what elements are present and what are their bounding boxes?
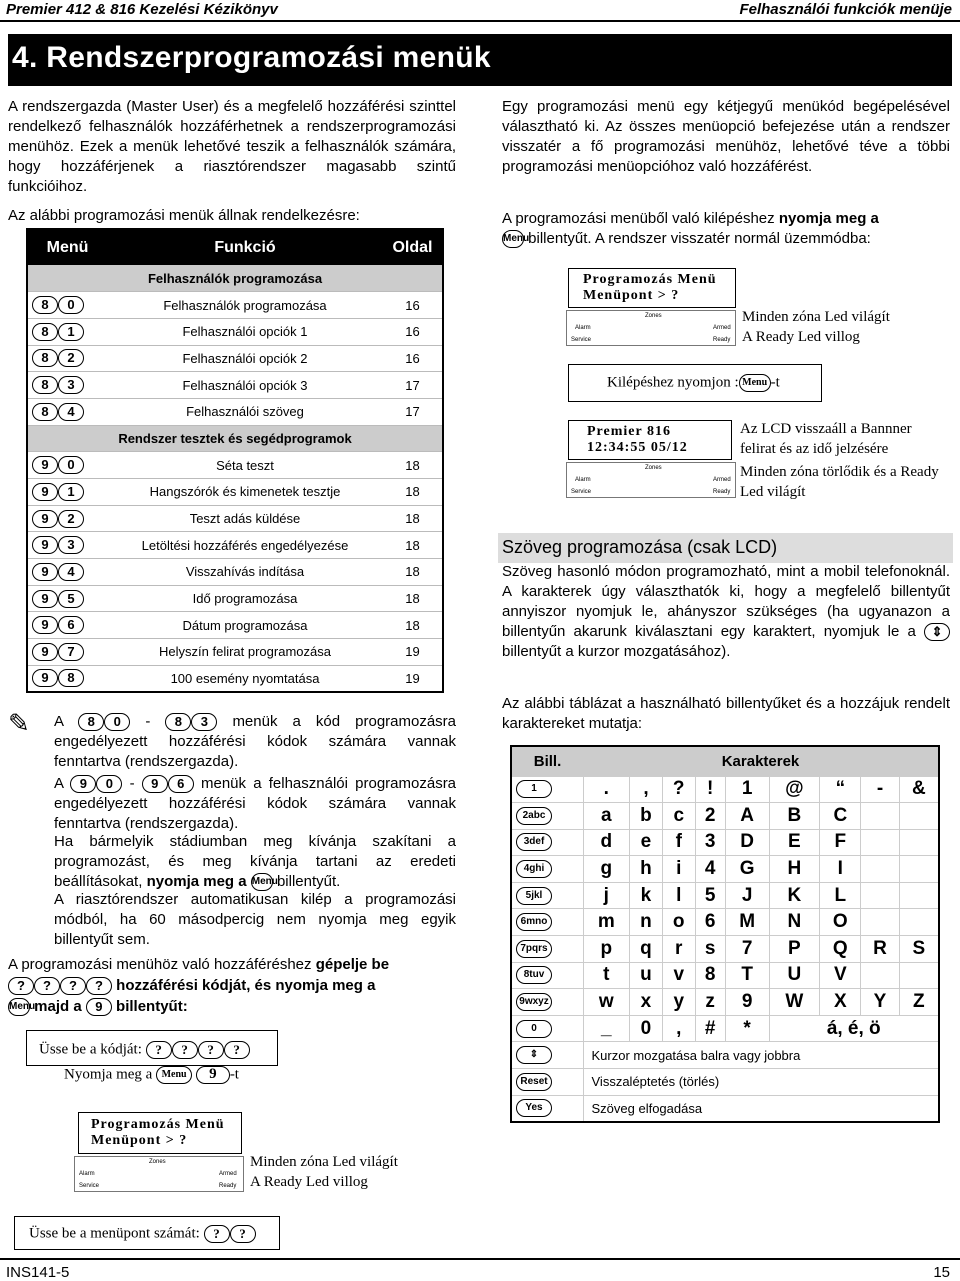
- key-icon: 7: [58, 643, 84, 661]
- char-cell: M: [725, 909, 769, 936]
- char-cell: 0: [630, 1015, 663, 1042]
- char-cell: z: [695, 989, 725, 1016]
- char-cell: y: [662, 989, 695, 1016]
- function-cell: Felhasználók programozása: [107, 292, 383, 319]
- right-desc-4: Minden zóna törlődik és a Ready Led világít: [740, 464, 939, 500]
- char-cell: 2: [695, 803, 725, 830]
- key-8: 8: [78, 713, 104, 731]
- right-desc-1: Minden zóna Led világít: [742, 309, 890, 325]
- table-row: [27, 452, 443, 479]
- page-cell: 18: [383, 479, 443, 506]
- char-cell: W: [769, 989, 820, 1016]
- table-row: [511, 936, 939, 963]
- key-icon: 3: [58, 376, 84, 394]
- page-cell: 16: [383, 345, 443, 372]
- right-desc-3: Az LCD visszaáll a Bannner felirat és az idő jelzésére: [740, 421, 912, 457]
- function-cell: Séta teszt: [107, 452, 383, 479]
- menu-key: Menu: [251, 873, 273, 891]
- key-icon: 3def: [516, 833, 552, 851]
- key-icon: 1: [58, 323, 84, 341]
- char-cell: d: [583, 829, 630, 856]
- access-text: A programozási menühöz való hozzáféréshez gépelje be ? ? ? ? hozzáférési kódját, és nyomja meg a Menu majd a 9 billentyűt:: [8, 956, 390, 1015]
- char-cell: B: [769, 803, 820, 830]
- key-icon: 8: [32, 296, 58, 314]
- page-cell: 18: [383, 505, 443, 532]
- page-cell: 18: [383, 559, 443, 586]
- key-icon: 8: [32, 349, 58, 367]
- diag1-desc-2: A Ready Led villog: [250, 1174, 368, 1190]
- section-title: Rendszer tesztek és segédprogramok: [27, 425, 443, 452]
- char-cell: 3: [695, 829, 725, 856]
- char-cell: i: [662, 856, 695, 883]
- char-table: [510, 745, 940, 1123]
- char-cell: [899, 856, 939, 883]
- char-cell: Q: [820, 936, 861, 963]
- table-row: [27, 639, 443, 666]
- function-cell: 100 esemény nyomtatása: [107, 665, 383, 692]
- char-cell: *: [725, 1015, 769, 1042]
- char-cell: V: [820, 962, 861, 989]
- char-cell: t: [583, 962, 630, 989]
- char-cell: [899, 909, 939, 936]
- table-row: [27, 505, 443, 532]
- char-cell: Z: [899, 989, 939, 1016]
- char-cell: 7: [725, 936, 769, 963]
- note-4: A riasztórendszer automatikusan kilép a programozási módból, ha 60 másodpercig nem nyomja meg egyik billentyűt sem.: [54, 891, 456, 948]
- key-icon: 0: [58, 296, 84, 314]
- key-icon: 0: [58, 456, 84, 474]
- char-cell: j: [583, 882, 630, 909]
- table-row: [511, 829, 939, 856]
- table-row: [511, 962, 939, 989]
- key-icon: Yes: [516, 1099, 552, 1117]
- char-cell: r: [662, 936, 695, 963]
- key-icon: ⇕: [516, 1046, 552, 1064]
- updown-key: ⇕: [924, 623, 950, 641]
- char-cell: G: [725, 856, 769, 883]
- key-icon: 9: [32, 456, 58, 474]
- table-row: [27, 559, 443, 586]
- table-row: [27, 292, 443, 319]
- lcd-display-3: Premier 816 12:34:55 05/12: [568, 420, 732, 460]
- page-cell: 18: [383, 612, 443, 639]
- page-cell: 18: [383, 452, 443, 479]
- key-icon: 4ghi: [516, 860, 552, 878]
- function-cell: Idő programozása: [107, 585, 383, 612]
- char-cell: [861, 856, 899, 883]
- key-icon: 9: [32, 510, 58, 528]
- key-icon: 8: [32, 403, 58, 421]
- led-panel-3: Zones Alarm Service Armed Ready: [566, 462, 736, 498]
- char-cell: “: [820, 776, 861, 803]
- page-cell: 16: [383, 292, 443, 319]
- char-cell: S: [899, 936, 939, 963]
- char-cell: f: [662, 829, 695, 856]
- char-cell: @: [769, 776, 820, 803]
- key-icon: 9: [32, 669, 58, 687]
- led-panel-2: Zones Alarm Service Armed Ready: [566, 310, 736, 346]
- char-cell: e: [630, 829, 663, 856]
- footer-left: INS141-5: [6, 1264, 70, 1281]
- col-function: Funkció: [107, 229, 383, 265]
- table-row: [511, 776, 939, 803]
- table-row: [511, 1042, 939, 1069]
- char-cell: U: [769, 962, 820, 989]
- key-description: Szöveg elfogadása: [583, 1095, 939, 1122]
- char-cell: u: [630, 962, 663, 989]
- right-p1: Egy programozási menü egy kétjegyű menükód begépelésével választható ki. Az összes menüopció befejezése után a rendszer visszatér a fő programozási menühöz, lehetővé téve a többi programozási menüopcióhoz való hozzáférést.: [502, 98, 950, 175]
- char-cell: R: [861, 936, 899, 963]
- char-cell: 5: [695, 882, 725, 909]
- char-cell: 8: [695, 962, 725, 989]
- key-icon: 9: [32, 590, 58, 608]
- table-row: [511, 1095, 939, 1122]
- char-cell: 6: [695, 909, 725, 936]
- char-cell: ,: [630, 776, 663, 803]
- char-cell: n: [630, 909, 663, 936]
- char-cell: #: [695, 1015, 725, 1042]
- text-section-title: Szöveg programozása (csak LCD): [498, 533, 953, 563]
- diag1-desc-1: Minden zóna Led világít: [250, 1154, 398, 1170]
- key-icon: 4: [58, 403, 84, 421]
- char-cell: b: [630, 803, 663, 830]
- char-cell: .: [583, 776, 630, 803]
- char-cell: q: [630, 936, 663, 963]
- col-page: Oldal: [383, 229, 443, 265]
- table-row: [27, 372, 443, 399]
- table-row: [511, 909, 939, 936]
- char-cell: w: [583, 989, 630, 1016]
- char-cell: O: [820, 909, 861, 936]
- table-row: [27, 345, 443, 372]
- char-cell: F: [820, 829, 861, 856]
- function-cell: Felhasználói opciók 2: [107, 345, 383, 372]
- item-entry-box: Üsse be a menüpont számát: ? ?: [14, 1216, 280, 1250]
- table-row: [27, 532, 443, 559]
- page-cell: 17: [383, 398, 443, 425]
- char-cell: [899, 803, 939, 830]
- key-description: Kurzor mozgatása balra vagy jobbra: [583, 1042, 939, 1069]
- char-cell: T: [725, 962, 769, 989]
- char-cell: l: [662, 882, 695, 909]
- table-row: [511, 856, 939, 883]
- char-cell: g: [583, 856, 630, 883]
- key-icon: 9: [32, 563, 58, 581]
- function-cell: Felhasználói opciók 3: [107, 372, 383, 399]
- col-menu: Menü: [27, 229, 107, 265]
- function-cell: Felhasználói opciók 1: [107, 318, 383, 345]
- char-cell: [861, 829, 899, 856]
- page-cell: 17: [383, 372, 443, 399]
- char-cell: ?: [662, 776, 695, 803]
- char-cell: A: [725, 803, 769, 830]
- key-icon: 0: [516, 1020, 552, 1038]
- right-p2: A programozási menüből való kilépéshez nyomja meg a Menu billentyűt. A rendszer visszatér normál üzemmódba:: [502, 210, 879, 247]
- char-cell: á, é, ö: [769, 1015, 939, 1042]
- key-icon: 6: [58, 616, 84, 634]
- char-cell: P: [769, 936, 820, 963]
- char-cell: [861, 803, 899, 830]
- code-entry-box: Üsse be a kódját: ? ? ? ?: [26, 1030, 278, 1066]
- char-cell: C: [820, 803, 861, 830]
- col-key: Bill.: [511, 746, 583, 776]
- key-icon: 1: [58, 483, 84, 501]
- intro-text: A rendszergazda (Master User) és a megfelelő hozzáférési szinttel rendelkező felhasználók hozzáférhetnek a rendszerprogramozási menühöz. Ezek a menük lehetővé teszik a felhasználók számára, hogy hozzáférjenek a riasztórendszer magasabb szintű funkcióihoz.: [8, 98, 456, 195]
- char-cell: D: [725, 829, 769, 856]
- char-cell: N: [769, 909, 820, 936]
- page-title: 4. Rendszerprogramozási menük: [8, 34, 952, 86]
- function-cell: Letöltési hozzáférés engedélyezése: [107, 532, 383, 559]
- char-cell: 1: [725, 776, 769, 803]
- char-cell: !: [695, 776, 725, 803]
- key-icon: 3: [58, 536, 84, 554]
- note-1: A 8 0 - 8 3 menük a kód programozásra engedélyezett hozzáférési kódok számára vannak fenntartva (rendszergazda).: [54, 713, 457, 770]
- char-cell: E: [769, 829, 820, 856]
- note-2: A 9 0 - 9 6 menük a felhasználói programozásra engedélyezett hozzáférési kódok számára vannak fenntartva (rendszergazda).: [54, 775, 457, 832]
- table-row: [27, 398, 443, 425]
- lcd-display-2: Programozás Menü Menüpont > ?: [568, 268, 736, 308]
- char-cell: Y: [861, 989, 899, 1016]
- char-cell: s: [695, 936, 725, 963]
- char-cell: 4: [695, 856, 725, 883]
- note-pencil-icon: ✎: [8, 708, 30, 738]
- key-icon: 8: [32, 376, 58, 394]
- footer-right: 15: [933, 1264, 950, 1281]
- char-cell: &: [899, 776, 939, 803]
- char-cell: [899, 882, 939, 909]
- function-cell: Felhasználói szöveg: [107, 398, 383, 425]
- key-icon: 5jkl: [516, 887, 552, 905]
- key-icon: 2: [58, 349, 84, 367]
- char-cell: [899, 962, 939, 989]
- text-section-p1: Szöveg hasonló módon programozható, mint a mobil telefonoknál. A karakterek úgy választhatók ki, hogy a megfelelő billentyűt annyiszor nyomjuk le, ahányszor szükséges (ha ugyanazon a billentyűn akarunk kiválasztani egy karaktert, nyomjuk le a ⇕ billentyűt a kurzor mozgatásához).: [502, 563, 950, 660]
- page-cell: 19: [383, 665, 443, 692]
- function-cell: Hangszórók és kimenetek tesztje: [107, 479, 383, 506]
- press-menu-label: Nyomja meg a Menu 9 -t: [64, 1066, 239, 1083]
- table-row: [27, 479, 443, 506]
- function-cell: Dátum programozása: [107, 612, 383, 639]
- table-row: [27, 612, 443, 639]
- key-icon: 9: [32, 536, 58, 554]
- key-icon: 8tuv: [516, 966, 552, 984]
- header-left: Premier 412 & 816 Kezelési Kézikönyv: [6, 1, 278, 18]
- key-icon: 9: [32, 483, 58, 501]
- char-cell: [861, 882, 899, 909]
- char-cell: v: [662, 962, 695, 989]
- key-icon: Reset: [516, 1073, 552, 1091]
- menu-table: [26, 228, 444, 693]
- char-cell: k: [630, 882, 663, 909]
- led-panel-1: Zones Alarm Service Armed Ready: [74, 1156, 244, 1192]
- header-right: Felhasználói funkciók menüje: [739, 1, 952, 18]
- key-icon: 1: [516, 780, 552, 798]
- key-icon: 7pqrs: [516, 940, 552, 958]
- page-cell: 16: [383, 318, 443, 345]
- key-icon: 8: [32, 323, 58, 341]
- function-cell: Visszahívás indítása: [107, 559, 383, 586]
- col-chars: Karakterek: [583, 746, 939, 776]
- note-3: Ha bármelyik stádiumban meg kívánja szakítani a programozást, és meg kívánja tartani az eredeti beállításokat, nyomja meg a Menu billentyűt.: [54, 833, 456, 890]
- char-cell: J: [725, 882, 769, 909]
- key-icon: 6mno: [516, 913, 552, 931]
- text-section-p2: Az alábbi táblázat a használható billentyűket és a hozzájuk rendelt karaktereket mutatja:: [502, 695, 950, 732]
- key-icon: 2: [58, 510, 84, 528]
- key-icon: 5: [58, 590, 84, 608]
- char-cell: [861, 909, 899, 936]
- table-row: [27, 585, 443, 612]
- table-row: [511, 1069, 939, 1096]
- available-text: Az alábbi programozási menük állnak rendelkezésre:: [8, 207, 360, 224]
- char-cell: _: [583, 1015, 630, 1042]
- char-cell: L: [820, 882, 861, 909]
- table-row: [511, 989, 939, 1016]
- function-cell: Helyszín felirat programozása: [107, 639, 383, 666]
- char-cell: p: [583, 936, 630, 963]
- exit-box: Kilépéshez nyomjon : Menu -t: [568, 364, 822, 402]
- char-cell: h: [630, 856, 663, 883]
- key-icon: 9: [32, 643, 58, 661]
- char-cell: H: [769, 856, 820, 883]
- key-description: Visszaléptetés (törlés): [583, 1069, 939, 1096]
- char-cell: a: [583, 803, 630, 830]
- page-cell: 18: [383, 532, 443, 559]
- char-cell: [899, 829, 939, 856]
- char-cell: X: [820, 989, 861, 1016]
- lcd-display-1: Programozás Menü Menüpont > ?: [78, 1112, 242, 1154]
- char-cell: K: [769, 882, 820, 909]
- key-icon: 9: [32, 616, 58, 634]
- page-cell: 18: [383, 585, 443, 612]
- right-desc-2: A Ready Led villog: [742, 329, 860, 345]
- char-cell: -: [861, 776, 899, 803]
- table-row: [511, 803, 939, 830]
- section-title: Felhasználók programozása: [27, 265, 443, 292]
- char-cell: x: [630, 989, 663, 1016]
- char-cell: 9: [725, 989, 769, 1016]
- page-footer: [0, 1258, 960, 1281]
- function-cell: Teszt adás küldése: [107, 505, 383, 532]
- key-icon: 9wxyz: [516, 993, 552, 1011]
- char-cell: I: [820, 856, 861, 883]
- key-icon: 8: [58, 669, 84, 687]
- char-cell: [861, 962, 899, 989]
- table-row: [27, 665, 443, 692]
- char-cell: ,: [662, 1015, 695, 1042]
- key-icon: 2abc: [516, 807, 552, 825]
- key-icon: 4: [58, 563, 84, 581]
- table-row: [511, 882, 939, 909]
- char-cell: c: [662, 803, 695, 830]
- table-row: [27, 318, 443, 345]
- page-header: [0, 0, 960, 22]
- char-cell: m: [583, 909, 630, 936]
- table-row: [511, 1015, 939, 1042]
- page-cell: 19: [383, 639, 443, 666]
- char-cell: o: [662, 909, 695, 936]
